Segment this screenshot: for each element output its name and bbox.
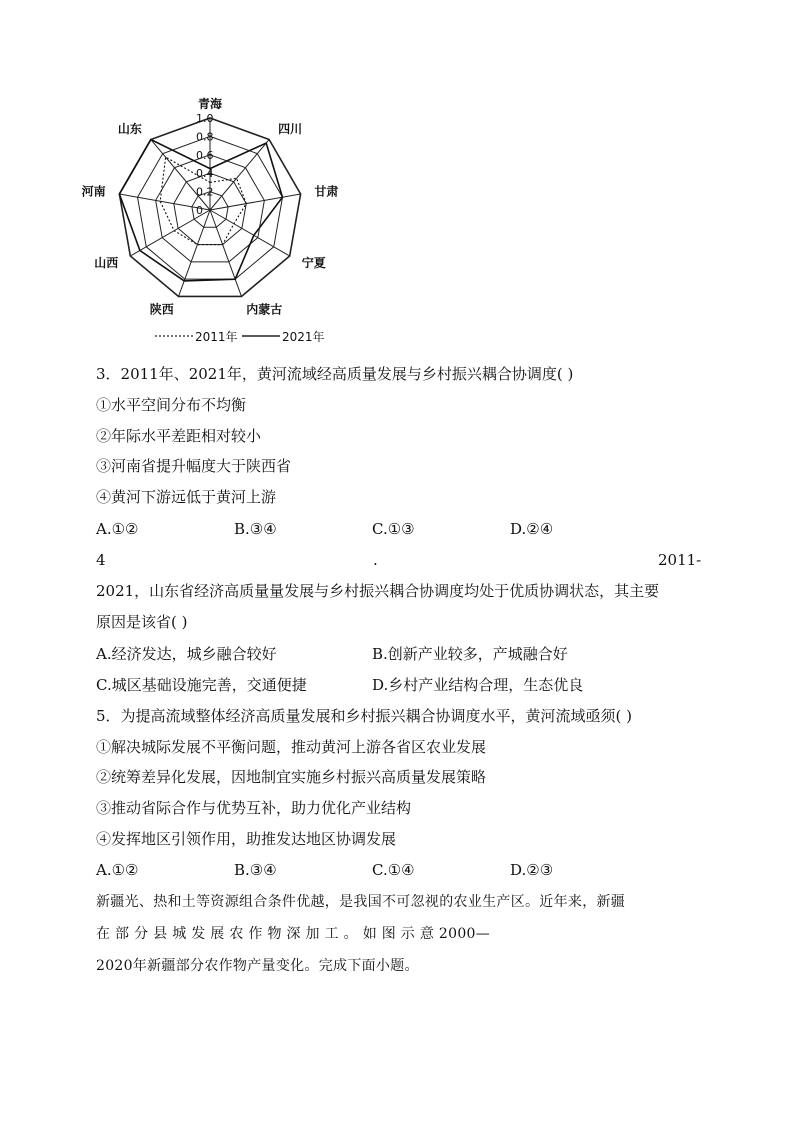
q3-item-2: ②年际水平差距相对较小	[96, 427, 262, 445]
q4-number: 4	[96, 551, 106, 569]
tick-label-1: 0.8	[196, 130, 214, 144]
axis-label-3: 宁夏	[301, 256, 326, 270]
axis-label-6: 山西	[94, 256, 119, 270]
q5-item-2: ②统筹差异化发展，因地制宜实施乡村振兴高质量发展策略	[96, 768, 487, 786]
q4-dot: .	[373, 551, 378, 569]
axis-label-7: 河南	[81, 184, 106, 199]
axis-label-1: 四川	[278, 121, 303, 136]
tick-label-2: 0.6	[196, 148, 214, 162]
q5-option-a[interactable]: A.①②	[96, 861, 139, 879]
legend-2021-label: 2021年	[282, 330, 325, 344]
spoke-4	[210, 210, 241, 296]
spoke-3	[210, 210, 290, 256]
intro-line-3: 2020年新疆部分农作物产量变化。完成下面小题。	[96, 958, 419, 974]
q5-item-3: ③推动省际合作与优势互补，助力优化产业结构	[96, 799, 412, 817]
radar-legend	[155, 329, 325, 344]
q4-option-c[interactable]: C.城区基础设施完善，交通便捷	[96, 676, 307, 694]
intro-line-2: 在 部 分 县 城 发 展 农 作 物 深 加 工 。 如 图 示 意 2000—	[96, 926, 491, 942]
q3-option-d[interactable]: D.②④	[510, 520, 554, 538]
q4-option-b[interactable]: B.创新产业较多，产城融合好	[372, 645, 568, 663]
legend-2011-label: 2011年	[195, 330, 238, 344]
tick-label-4: 0.2	[196, 185, 214, 199]
intro-line-1: 新疆光、热和土等资源组合条件优越，是我国不可忽视的农业生产区。近年来，新疆	[96, 894, 626, 910]
q5-item-4: ④发挥地区引领作用，助推发达地区协调发展	[96, 830, 397, 848]
q5-option-b[interactable]: B.③④	[234, 861, 277, 879]
q4-stem-line3: 原因是该省( )	[96, 613, 188, 631]
axis-label-0: 青海	[197, 97, 223, 111]
tick-label-0: 1.0	[196, 112, 214, 125]
q4-year-start: 2011-	[658, 551, 702, 569]
axis-label-4: 内蒙古	[246, 302, 283, 317]
radar-chart	[81, 97, 340, 350]
axis-label-5: 陕西	[149, 302, 174, 317]
spoke-1	[210, 140, 269, 210]
q5-option-c[interactable]: C.①④	[372, 861, 415, 879]
q5-option-d[interactable]: D.②③	[510, 861, 554, 879]
tick-label-3: 0.4	[196, 167, 214, 181]
q5-item-1: ①解决城际发展不平衡问题，推动黄河上游各省区农业发展	[96, 738, 487, 756]
axis-label-8: 山东	[117, 121, 142, 136]
tick-label-5: 0	[196, 204, 203, 217]
spoke-2	[210, 194, 301, 210]
q5-stem: 5．为提高流域整体经济高质量发展和乡村振兴耦合协调度水平，黄河流域亟须( )	[96, 707, 633, 725]
radar-tick-labels	[196, 112, 214, 217]
axis-label-2: 甘肃	[314, 184, 339, 199]
spoke-5	[179, 210, 210, 296]
q3-stem: 3．2011年、2021年，黄河流域经高质量发展与乡村振兴耦合协调度( )	[96, 365, 574, 383]
q3-option-c[interactable]: C.①③	[372, 520, 415, 538]
q3-option-a[interactable]: A.①②	[96, 520, 139, 538]
q3-item-3: ③河南省提升幅度大于陕西省	[96, 457, 292, 475]
q3-item-1: ①水平空间分布不均衡	[96, 396, 247, 414]
q3-item-4: ④黄河下游远低于黄河上游	[96, 488, 277, 506]
q3-option-b[interactable]: B.③④	[234, 520, 277, 538]
q4-option-a[interactable]: A.经济发达，城乡融合较好	[96, 645, 277, 663]
q4-stem-line2: 2021，山东省经济高质量量发展与乡村振兴耦合协调度均处于优质协调状态，其主要	[96, 582, 660, 600]
q4-option-d[interactable]: D.乡村产业结构合理，生态优良	[372, 676, 584, 694]
